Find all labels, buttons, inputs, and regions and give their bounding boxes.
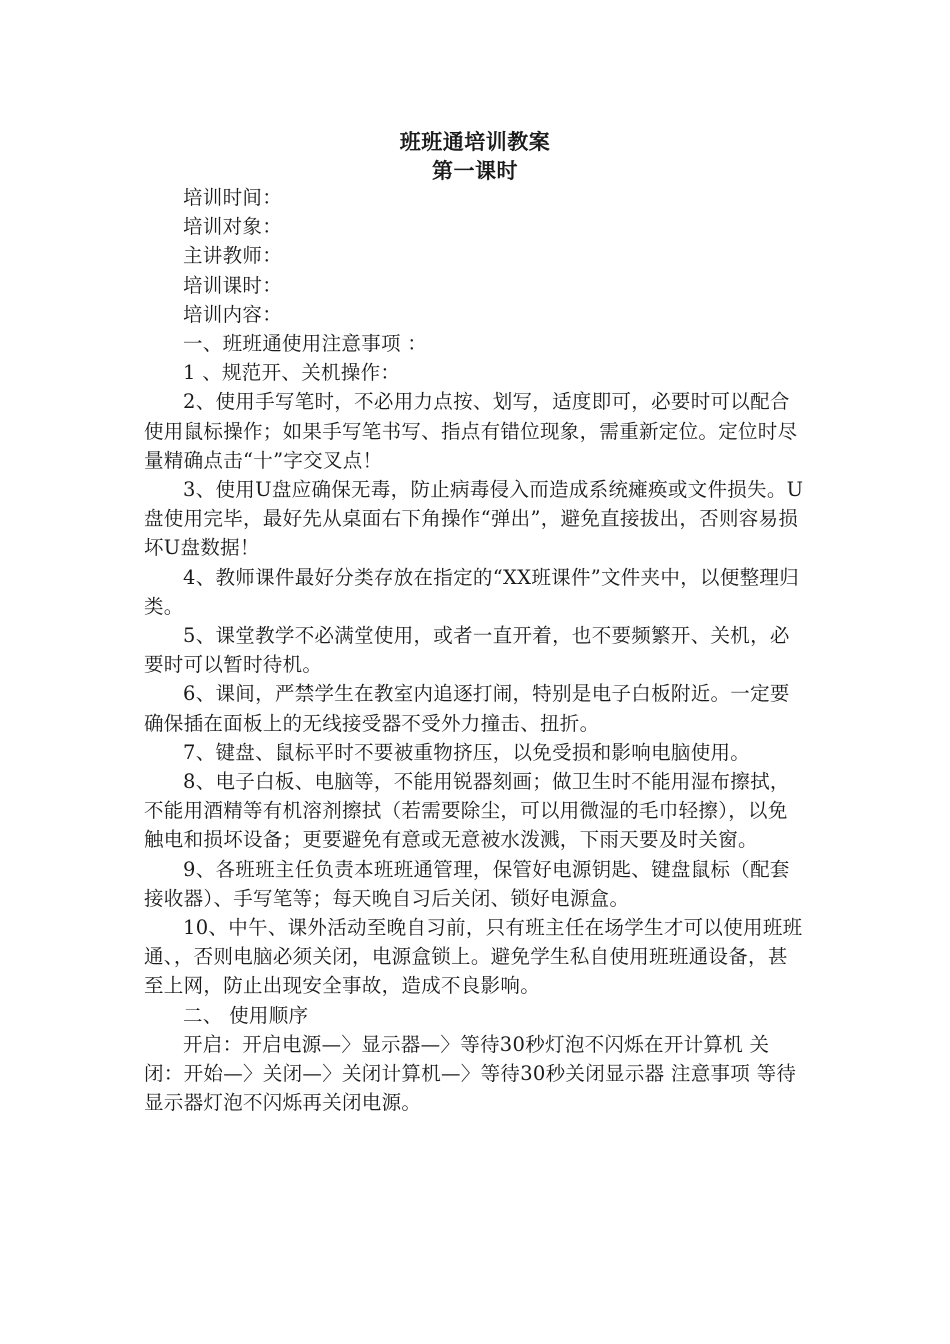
info-training-hours: 培训课时：	[183, 273, 283, 297]
info-training-time: 培训时间：	[183, 186, 283, 209]
list-item: 2、使用手写笔时，不必用力点按、划写，适度即可，必要时可以配合使用鼠标操作；如果手写笔书写、指点有错位现象，需重新定位。定位时尽量精确点击“十”字交叉点！	[144, 390, 798, 472]
list-item: 8、电子白板、电脑等，不能用锐器刻画；做卫生时不能用湿布擦拭，不能用酒精等有机溶剂擦拭（若需要除尘，可以用微湿的毛巾轻擦），以免触电和损坏设备；更要避免有意或无意被水泼溅，下雨天要及时关窗。	[144, 770, 790, 852]
info-lecturer: 主讲教师：	[183, 244, 283, 268]
list-item: 7、键盘、鼠标平时不要被重物挤压，以免受损和影响电脑使用。	[183, 740, 751, 764]
info-training-content: 培训内容：	[183, 302, 283, 326]
document-body	[144, 183, 807, 1118]
document-title: 班班通培训教案	[399, 130, 551, 154]
list-item: 9、各班班主任负责本班班通管理，保管好电源钥匙、键盘鼠标（配套接收器）、手写笔等；每天晚自习后关闭、锁好电源盒。	[144, 857, 790, 910]
section2-text: 开启：开启电源—〉显示器—〉等待30秒灯泡不闪烁在开计算机 关闭：开始—〉关闭—〉关闭计算机—〉等待30秒关闭显示器 注意事项 等待显示器灯泡不闪烁再关闭电源。	[144, 1032, 797, 1115]
document-subtitle: 第一课时	[432, 159, 518, 183]
list-item: 5、课堂教学不必满堂使用，或者一直开着，也不要频繁开、关机，必要时可以暂时待机。	[144, 624, 790, 677]
section2-heading: 二、 使用顺序	[183, 1003, 309, 1027]
list-item: 1 、规范开、关机操作：	[183, 361, 401, 385]
list-item: 10、中午、课外活动至晚自习前，只有班主任在场学生才可以使用班班通、，否则电脑必须关闭，电源盒锁上。避免学生私自使用班班通设备，甚至上网，防止出现安全事故，造成不良影响。	[144, 916, 803, 998]
section1-heading: 一、班班通使用注意事项 ：	[183, 332, 428, 356]
list-item: 4、教师课件最好分类存放在指定的“XX班课件”文件夹中，以便整理归类。	[144, 565, 800, 618]
info-training-audience: 培训对象：	[183, 215, 283, 239]
list-item: 6、课间，严禁学生在教室内追逐打闹，特别是电子白板附近。一定要确保插在面板上的无线接受器不受外力撞击、扭折。	[144, 682, 790, 735]
list-item: 3、使用U盘应确保无毒，防止病毒侵入而造成系统瘫痪或文件损失。U盘使用完毕，最好先从桌面右下角操作“弹出”，避免直接拔出，否则容易损坏U盘数据！	[144, 478, 804, 560]
